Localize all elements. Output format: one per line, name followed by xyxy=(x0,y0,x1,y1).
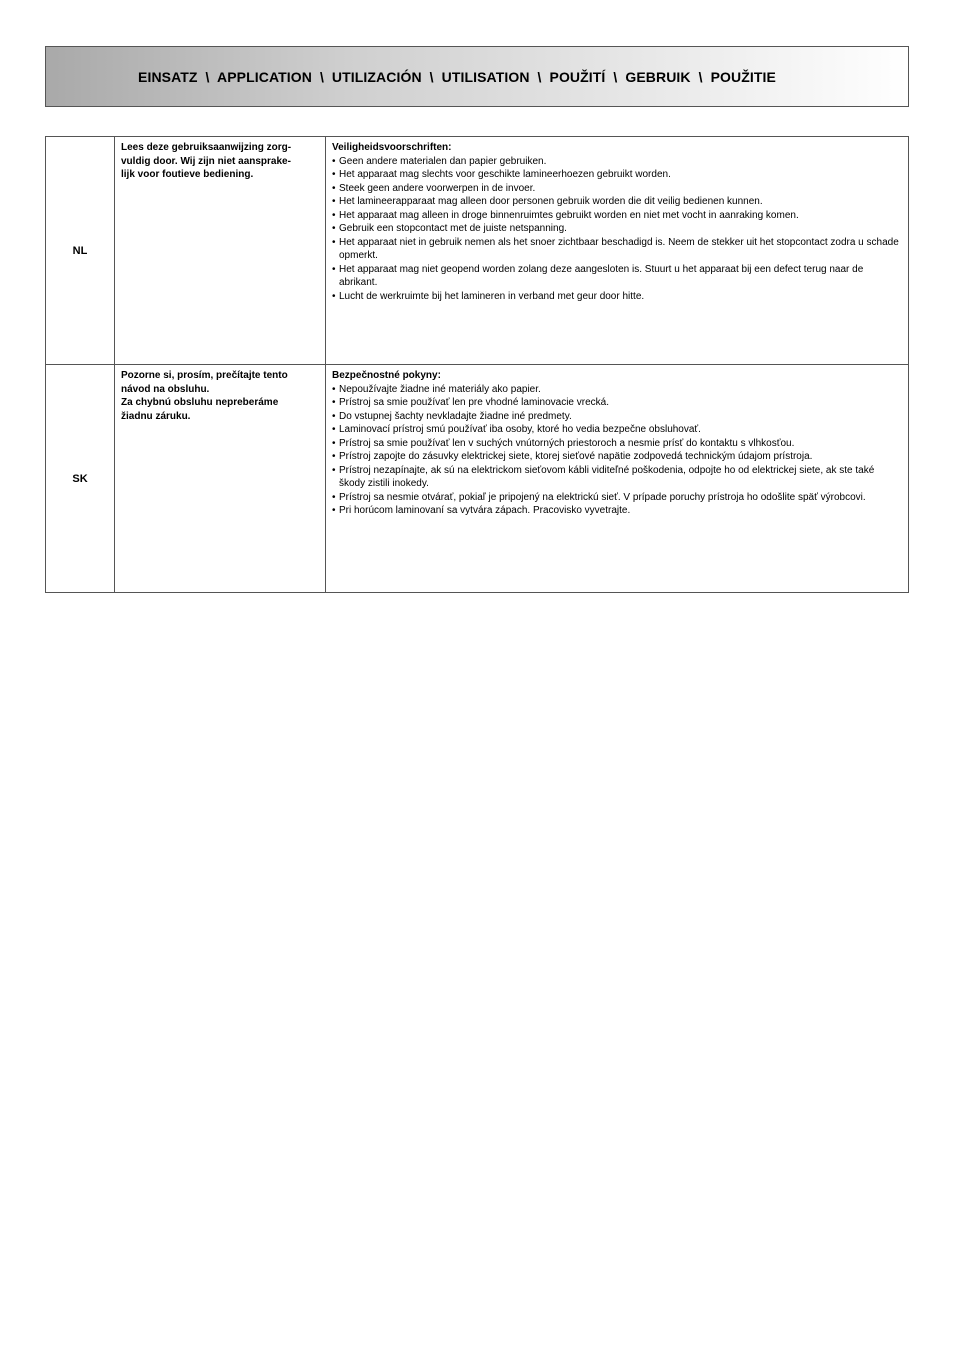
list-item: • Nepoužívajte žiadne iné materiály ako papier. xyxy=(332,383,902,397)
list-item: • Gebruik een stopcontact met de juiste netspanning. xyxy=(332,222,902,236)
table-row-sk xyxy=(46,365,908,593)
list-item: • Het apparaat mag slechts voor geschikte lamineerhoezen gebruikt worden. xyxy=(332,168,902,182)
list-item: • Pri horúcom laminovaní sa vytvára zápach. Pracovisko vyvetrajte. xyxy=(332,504,902,518)
list-item: • Het apparaat niet in gebruik nemen als het snoer zichtbaar beschadigd is. Neem de stekker uit het stopcontact zodra u schade opmerkt. xyxy=(332,236,902,263)
intro-line: návod na obsluhu. xyxy=(121,383,210,395)
list-item: • Prístroj sa nesmie otvárať, pokiaľ je pripojený na elektrickú sieť. V prípade poruchy prístroja ho odošlite späť výrobcovi. xyxy=(332,491,902,505)
rules-title: Veiligheidsvoorschriften: xyxy=(332,142,452,153)
intro-line: Lees deze gebruiksaanwijzing zorg- xyxy=(121,142,292,153)
list-item: • Geen andere materialen dan papier gebruiken. xyxy=(332,155,902,169)
list-item: • Prístroj sa smie používať len pre vhodné laminovacie vrecká. xyxy=(332,396,902,410)
list-item: • Do vstupnej šachty nevkladajte žiadne iné predmety. xyxy=(332,410,902,424)
list-item: • Het apparaat mag niet geopend worden zolang deze aangesloten is. Stuurt u het apparaat bij een defect terug naar de abrikant. xyxy=(332,263,902,290)
language-code: SK xyxy=(46,365,115,592)
header-bar xyxy=(45,46,909,107)
safety-rules xyxy=(326,137,908,364)
list-item: • Prístroj sa smie používať len v suchých vnútorných priestoroch a nesmie prísť do kontaktu s vlhkosťou. xyxy=(332,437,902,451)
intro-text xyxy=(115,365,326,592)
intro-line: lijk voor foutieve bediening. xyxy=(121,169,254,180)
list-item: • Het lamineerapparaat mag alleen door personen gebruik worden die dit veilig bedienen kunnen. xyxy=(332,195,902,209)
table-row-nl xyxy=(46,137,908,365)
list-item: • Prístroj nezapínajte, ak sú na elektrickom sieťovom kábli viditeľné poškodenia, odpojte ho od elektrickej siete, ak ste také škody zistili inokedy. xyxy=(332,464,902,491)
language-code: NL xyxy=(46,137,115,364)
list-item: • Het apparaat mag alleen in droge binnenruimtes gebruikt worden en niet met vocht in aanraking komen. xyxy=(332,209,902,223)
intro-line: vuldig door. Wij zijn niet aansprake- xyxy=(121,155,291,167)
list-item: • Lucht de werkruimte bij het lamineren in verband met geur door hitte. xyxy=(332,290,902,304)
intro-text xyxy=(115,137,326,364)
rules-title: Bezpečnostné pokyny: xyxy=(332,370,441,381)
rules-list xyxy=(332,155,902,304)
intro-line: Pozorne si, prosím, prečítajte tento xyxy=(121,370,288,381)
list-item: • Laminovací prístroj smú používať iba osoby, ktoré ho vedia bezpečne obsluhovať. xyxy=(332,423,902,437)
list-item: • Prístroj zapojte do zásuvky elektrickej siete, ktorej sieťové napätie zodpovedá technickým údajom prístroja. xyxy=(332,450,902,464)
page-title: EINSATZ \ APPLICATION \ UTILIZACIÓN \ UTILISATION \ POUŽITÍ \ GEBRUIK \ POUŽITIE xyxy=(138,68,776,85)
intro-line: žiadnu záruku. xyxy=(121,410,191,422)
rules-list xyxy=(332,383,902,518)
intro-line: Za chybnú obsluhu nepreberáme xyxy=(121,397,279,408)
safety-table xyxy=(45,136,909,593)
safety-rules xyxy=(326,365,908,592)
list-item: • Steek geen andere voorwerpen in de invoer. xyxy=(332,182,902,196)
